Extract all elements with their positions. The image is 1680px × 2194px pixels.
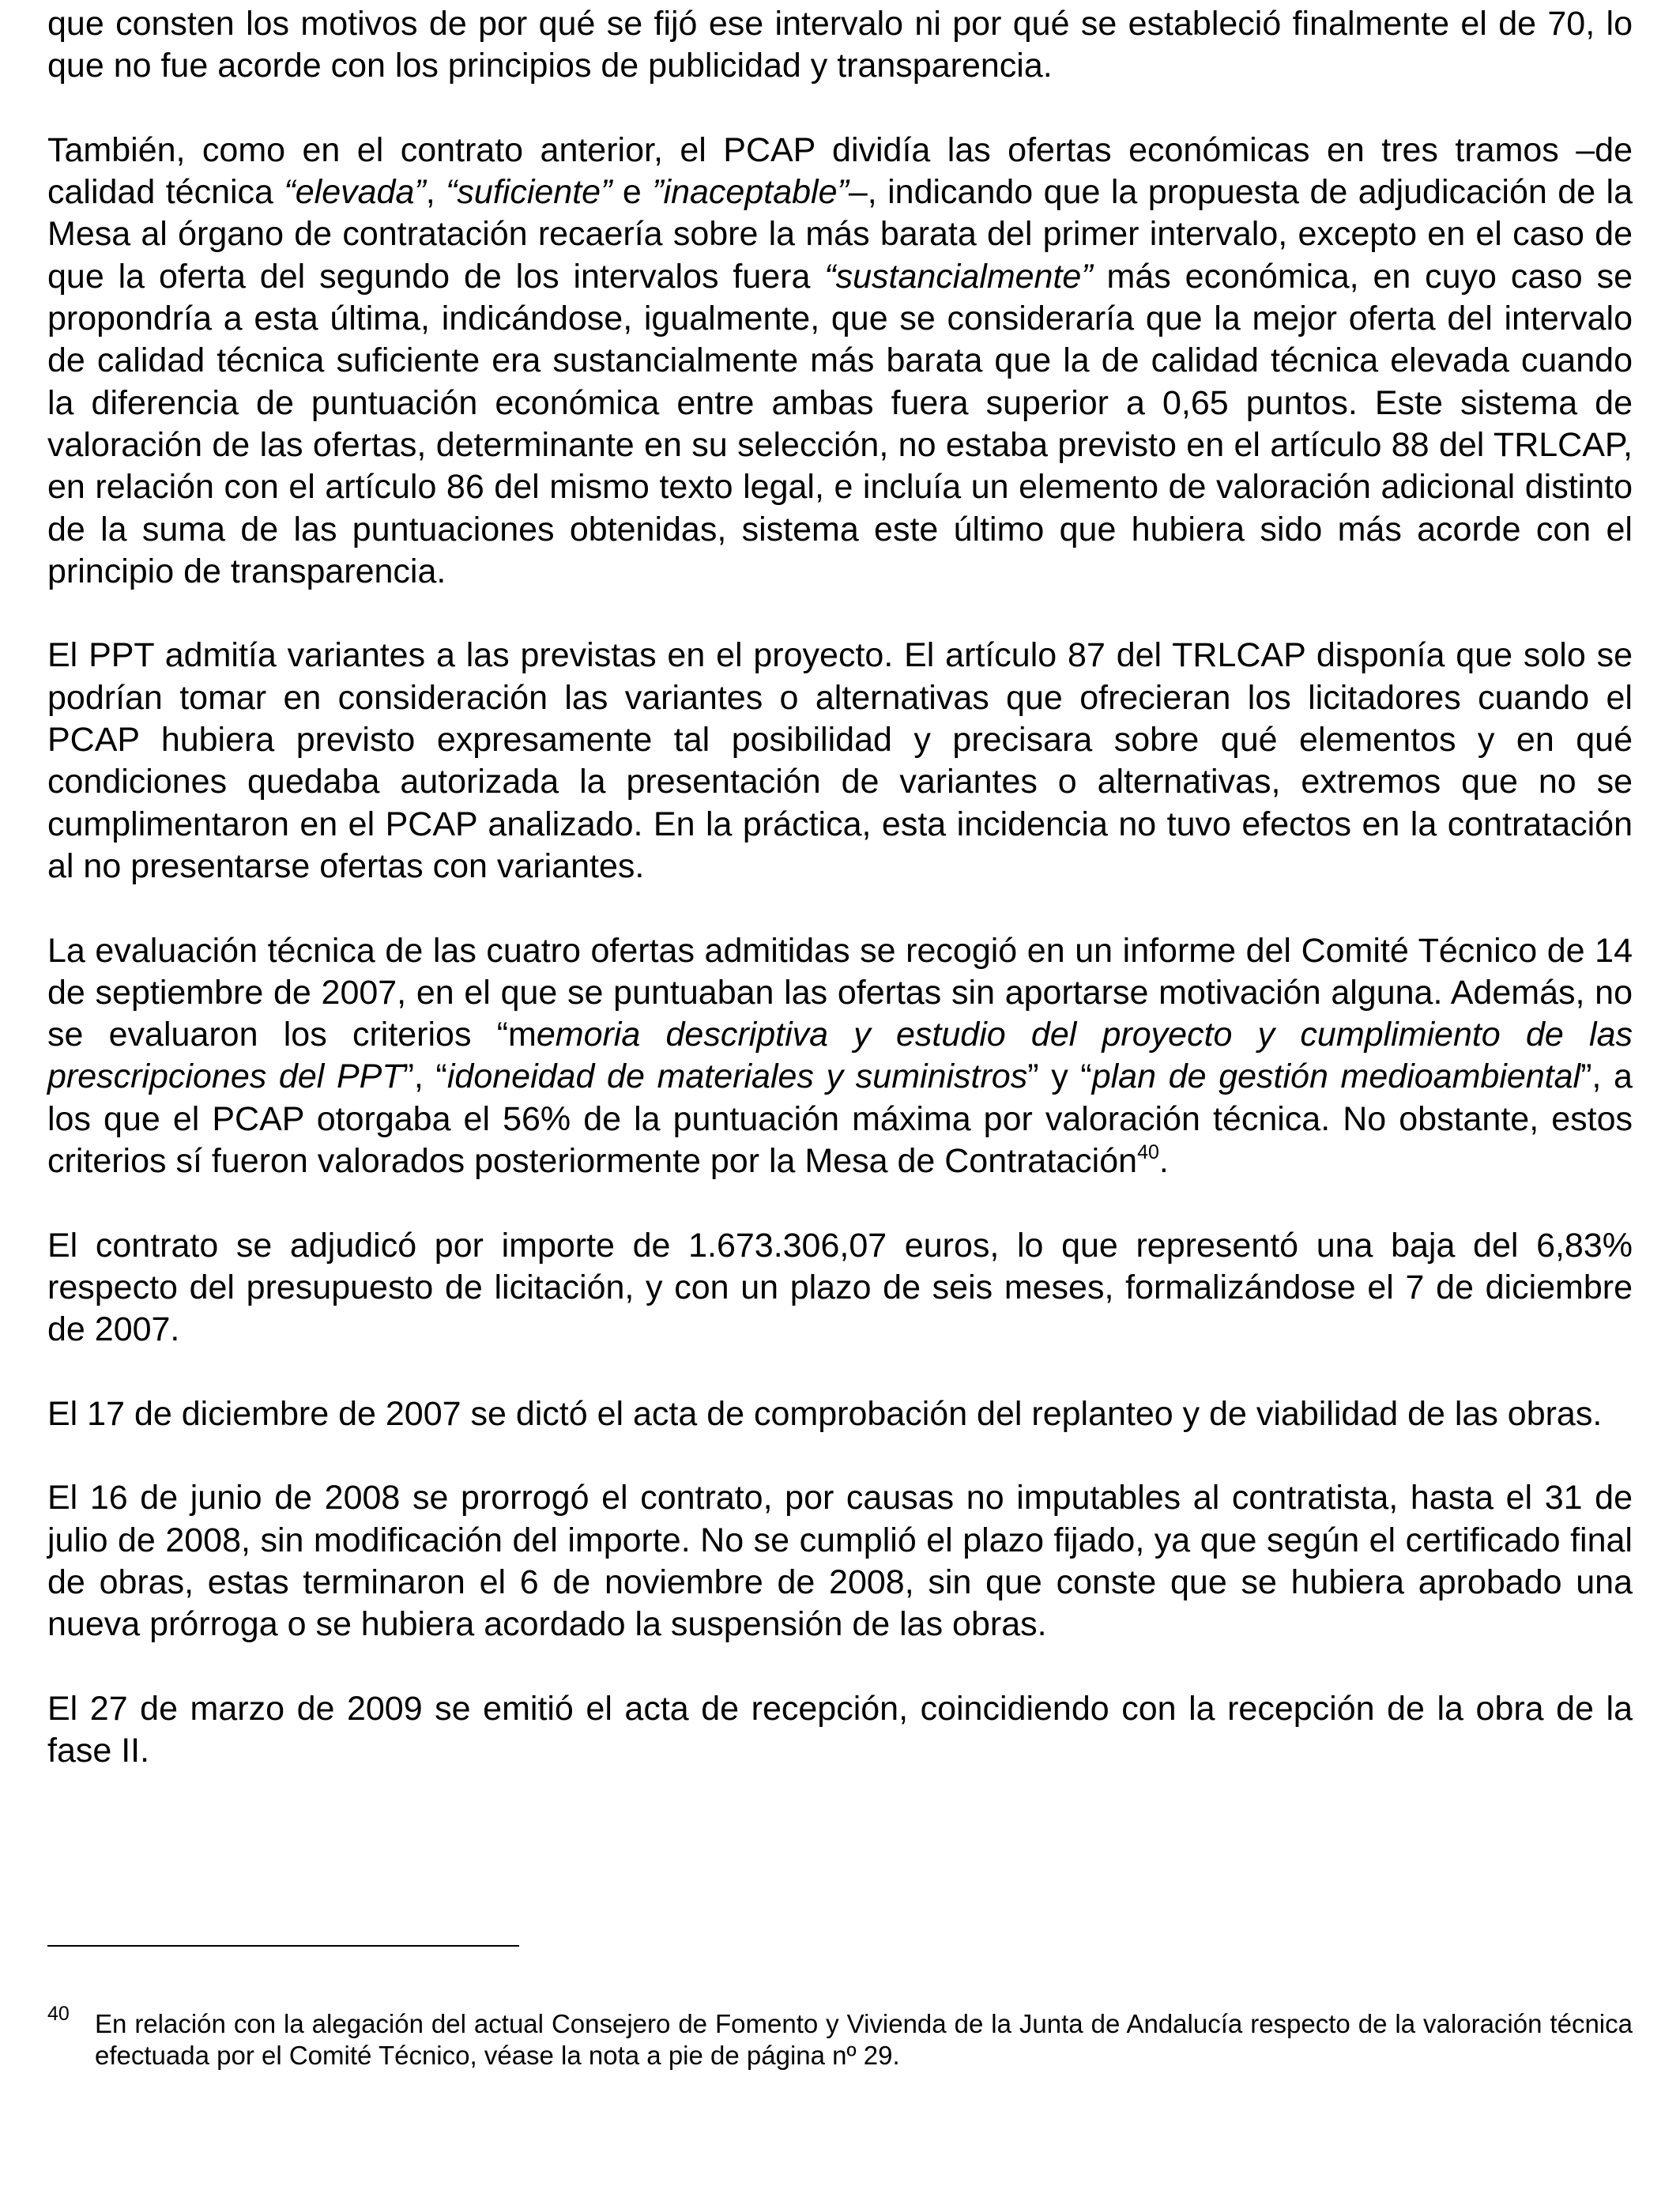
text-run: También, como en el contrato anterior, el PCAP dividía las ofertas económicas en tres tramos –de calidad técnica [47,130,1633,212]
footnote [47,2003,1633,2071]
text-run: ” y “ [1027,1057,1092,1096]
italic-text: “elevada” [284,173,426,212]
text-run: que consten los motivos de por qué se fijó ese intervalo ni por qué se estableció finalmente el de 70, lo que no fue acorde con los principios de publicidad y transparencia. [47,5,1633,85]
text-run: El 27 de marzo de 2009 se emitió el acta de recepción, coincidiendo con la recepción de la obra de la fase II. [47,1689,1633,1770]
italic-text: idoneidad de materiales y suministros [446,1057,1028,1096]
text-run: –, indicando que la propuesta de adjudicación de la Mesa al órgano de contratación recaería sobre la más barata del primer intervalo, excepto en el caso de que la oferta del segundo de los intervalos fuera [47,173,1633,296]
text-run: El 17 de diciembre de 2007 se dictó el acta de comprobación del replanteo y de viabilidad de las obras. [47,1394,1603,1433]
paragraph [47,130,1633,593]
paragraph [47,1688,1633,1773]
document-page [47,0,1633,2194]
text-run: ”, “ [402,1057,447,1096]
paragraph [47,1225,1633,1351]
text-run: e [612,173,653,212]
paragraph [47,3,1633,88]
body-text [47,3,1633,1772]
text-run: . [1158,1142,1169,1181]
italic-text: emoria descriptiva y estudio del proyecto y cumplimiento de las prescripciones del PPT [47,1016,1633,1096]
text-run: El contrato se adjudicó por importe de 1.673.306,07 euros, lo que representó una baja del 6,83% respecto del presupuesto de licitación, y con un plazo de seis meses, formalizándose el 7 de diciembre de 2007. [47,1226,1633,1349]
text-run: , [425,173,446,212]
footnote-number: 40 [47,2003,70,2025]
text-run: La evaluación técnica de las cuatro ofertas admitidas se recogió en un informe del Comité Técnico de 14 de septiembre de 2007, en el que se puntuaban las ofertas sin aportarse motivación alguna. Además, no se evaluaron los criterios “m [47,931,1633,1054]
footnote-reference: 40 [1137,1141,1159,1164]
text-run: El PPT admitía variantes a las previstas en el proyecto. El artículo 87 del TRLCAP disponía que solo se podrían tomar en consideración las variantes o alternativas que ofrecieran los licitadores cuando el PCAP hubiera previsto expresamente tal posibilidad y precisara sobre qué elementos y en qué condiciones quedaba autorizada la presentación de variantes o alternativas, extremos que no se cumplimentaron en el PCAP analizado. En la práctica, esta incidencia no tuvo efectos en la contratación al no presentarse ofertas con variantes. [47,636,1633,885]
text-run: ”, a los que el PCAP otorgaba el 56% de la puntuación máxima por valoración técnica. No obstante, estos criterios sí fueron valorados posteriormente por la Mesa de Contratación [47,1057,1633,1181]
text-run: El 16 de junio de 2008 se prorrogó el contrato, por causas no imputables al contratista, hasta el 31 de julio de 2008, sin modificación del importe. No se cumplió el plazo fijado, ya que según el certificado final de obras, estas terminaron el 6 de noviembre de 2008, sin que conste que se hubiera aprobado una nueva prórroga o se hubiera acordado la suspensión de las obras. [47,1479,1633,1644]
footnote-separator [47,1945,519,1947]
paragraph [47,1477,1633,1646]
paragraph [47,1393,1633,1435]
footnote-text: En relación con la alegación del actual Consejero de Fomento y Vivienda de la Junta de Andalucía respecto de la valoración técnica efectuada por el Comité Técnico, véase la nota a pie de página nº 29. [95,2009,1633,2070]
italic-text: “sustancialmente” [824,257,1093,296]
italic-text: ”inaceptable” [652,173,849,212]
paragraph [47,930,1633,1183]
text-run: más económica, en cuyo caso se propondría a esta última, indicándose, igualmente, que se consideraría que la mejor oferta del intervalo de calidad técnica suficiente era sustancialmente más barata que la de calidad técnica elevada cuando la diferencia de puntuación económica entre ambas fuera superior a 0,65 puntos. Este sistema de valoración de las ofertas, determinante en su selección, no estaba previsto en el artículo 88 del TRLCAP, en relación con el artículo 86 del mismo texto legal, e incluía un elemento de valoración adicional distinto de la suma de las puntuaciones obtenidas, sistema este último que hubiera sido más acorde con el principio de transparencia. [47,257,1633,590]
italic-text: plan de gestión medioambiental [1091,1057,1581,1096]
paragraph [47,635,1633,888]
italic-text: “suficiente” [446,173,612,212]
